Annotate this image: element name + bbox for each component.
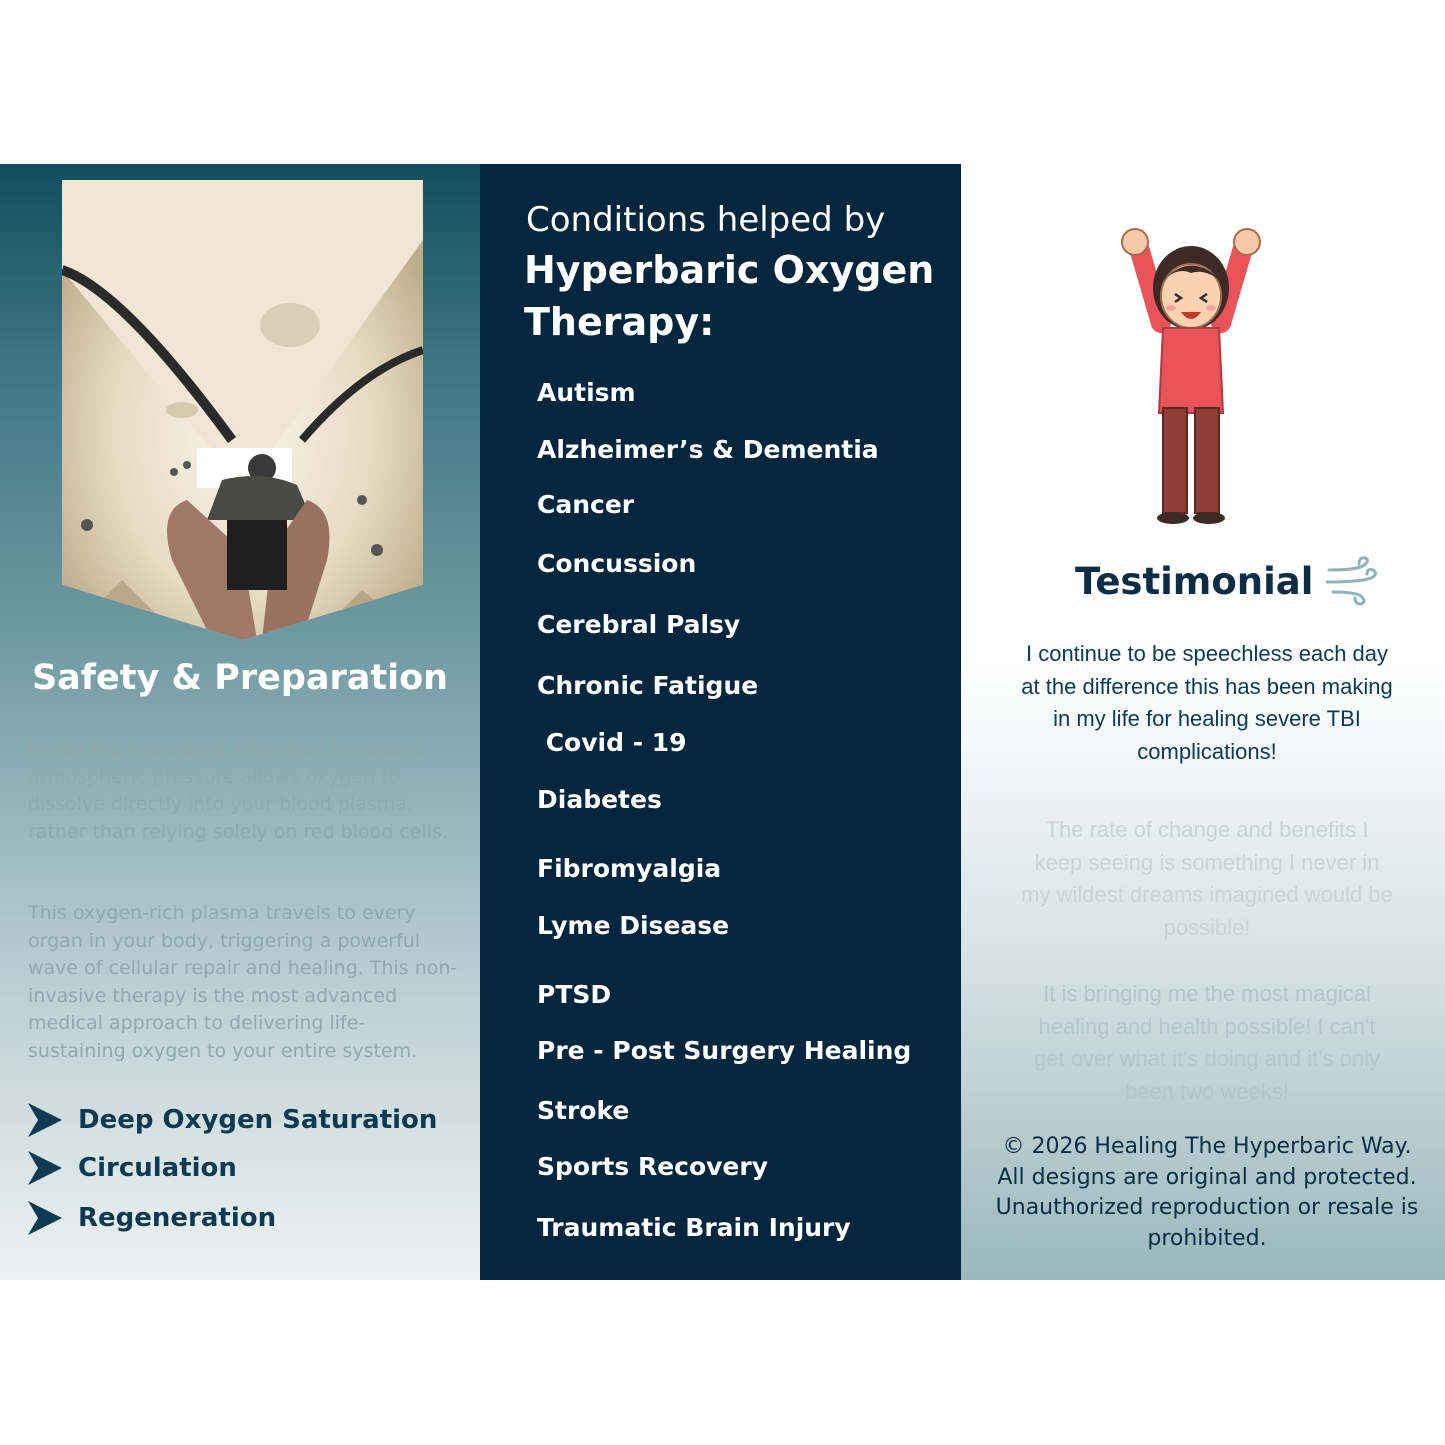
- condition-item: Pre - Post Surgery Healing: [537, 1036, 912, 1065]
- conditions-subtitle: Conditions helped by: [526, 200, 886, 240]
- condition-item: PTSD: [537, 980, 612, 1009]
- testimonial-header: [1075, 556, 1379, 606]
- condition-item: Alzheimer’s & Dementia: [537, 435, 879, 464]
- chamber-photo: [62, 180, 423, 640]
- condition-item: Cancer: [537, 490, 635, 519]
- conditions-title: Hyperbaric Oxygen Therapy:: [524, 248, 935, 344]
- wind-icon: [1325, 556, 1379, 606]
- condition-item: Concussion: [537, 549, 697, 578]
- middle-panel: [480, 164, 961, 1280]
- benefit-label: Deep Oxygen Saturation: [78, 1105, 438, 1135]
- benefit-item: [26, 1100, 437, 1140]
- condition-item: Cerebral Palsy: [537, 610, 741, 639]
- left-panel: [0, 164, 480, 1280]
- condition-item: Sports Recovery: [537, 1152, 769, 1181]
- condition-item: Diabetes: [537, 785, 662, 814]
- chevron-right-icon: [26, 1149, 64, 1187]
- benefit-label: Circulation: [78, 1153, 237, 1183]
- cheering-woman-illustration: [1111, 228, 1271, 528]
- benefit-label: Regeneration: [78, 1203, 277, 1233]
- condition-item: Fibromyalgia: [537, 854, 722, 883]
- testimonial-quote: It is bringing me the most magical healing and health possible! I can't get over what it's doing and it's only been two weeks!: [1034, 981, 1380, 1104]
- condition-item: Traumatic Brain Injury: [537, 1213, 851, 1242]
- right-panel: [961, 164, 1445, 1280]
- benefit-item: [26, 1148, 237, 1188]
- copyright-notice: © 2026 Healing The Hyperbaric Way. All designs are original and protected. Unauthorized reproduction or resale is prohibited.: [995, 1134, 1419, 1251]
- benefit-item: [26, 1198, 276, 1238]
- chevron-right-icon: [26, 1101, 64, 1139]
- condition-item: Stroke: [537, 1096, 630, 1125]
- testimonial-quote: The rate of change and benefits I keep seeing is something I never in my wildest dreams imagined would be possible!: [1021, 817, 1393, 940]
- condition-item: Autism: [537, 378, 636, 407]
- condition-item: Chronic Fatigue: [537, 671, 759, 700]
- detail-paragraph: This oxygen-rich plasma travels to every organ in your body, triggering a powerful wave of cellular repair and healing. This non-invasive therapy is the most advanced medical approach to delivering life-sustaining oxygen to your entire system.: [28, 902, 458, 1062]
- section-title: Safety & Preparation: [31, 658, 449, 698]
- condition-item: Covid - 19: [537, 728, 687, 757]
- testimonial-quote: I continue to be speechless each day at the difference this has been making in my life for healing severe TBI complications!: [1021, 641, 1393, 764]
- intro-paragraph: Inside the hyperbaric chamber, increased atmospheric pressure allows oxygen to dissolve directly into your blood plasma, rather than relying solely on red blood cells.: [28, 738, 448, 843]
- chevron-right-icon: [26, 1199, 64, 1237]
- testimonial-heading: Testimonial: [1075, 559, 1314, 603]
- condition-item: Lyme Disease: [537, 911, 730, 940]
